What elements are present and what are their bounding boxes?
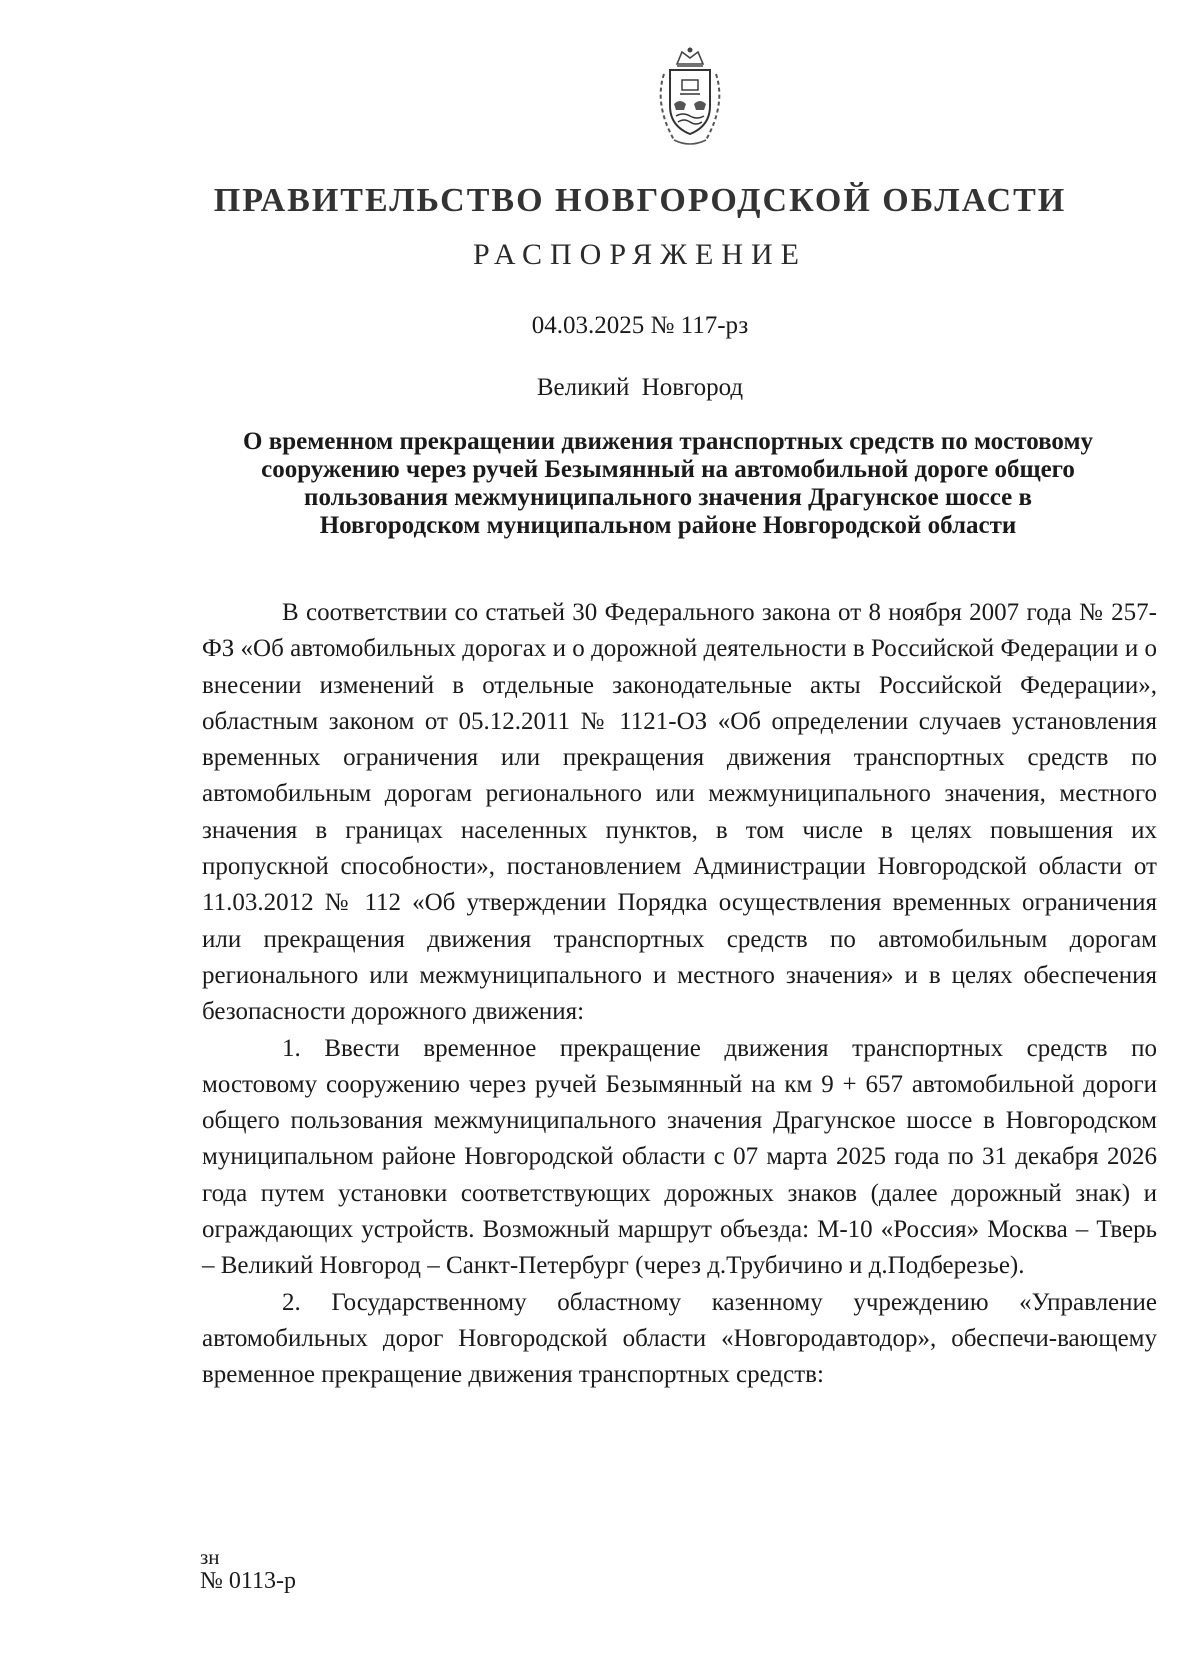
- clause-1-paragraph: 1. Ввести временное прекращение движения транспортных средств по мостовому сооружению через ручей Безымянный на км 9 + 657 автомобильной дороги общего пользования межмуниципального значения Драгунское шоссе в Новгородском муниципальном районе Новгородской области с 07 марта 2025 года по 31 декабря 2026 года путем установки соответствующих дорожных знаков (далее дорожный знак) и ограждающих устройств. Возможный маршрут объезда: М-10 «Россия» Москва – Тверь – Великий Новгород – Санкт-Петербург (через д.Трубичино и д.Подберезье).: [202, 1034, 1157, 1280]
- document-date-number: 04.03.2025 № 117-рз: [531, 312, 749, 339]
- footer-mark: зн: [200, 1545, 220, 1569]
- document-body: [202, 595, 1157, 1394]
- preamble-paragraph: В соответствии со статьей 30 Федерального закона от 8 ноября 2007 года № 257-ФЗ «Об автомобильных дорогах и о дорожной деятельности в Российской Федерации и о внесении изменений в отдельные законодательные акты Российской Федерации», областным законом от 05.12.2011 № 1121-ОЗ «Об определении случаев установления временных ограничения или прекращения движения транспортных средств по автомобильным дорогам регионального или межмуниципального значения, местного значения в границах населенных пунктов, в том числе в целях повышения их пропускной способности», постановлением Администрации Новгородской области от 11.03.2012 № 112 «Об утверждении Порядка осуществления временных ограничения или прекращения движения транспортных средств по автомобильным дорогам регионального или межмуниципального и местного значения» и в целях обеспечения безопасности дорожного движения:: [202, 599, 1157, 1026]
- government-title: ПРАВИТЕЛЬСТВО НОВГОРОДСКОЙ ОБЛАСТИ: [213, 182, 1067, 219]
- novgorod-coat-of-arms-icon: [644, 44, 736, 154]
- registration-number: № 0113-р: [200, 1568, 296, 1594]
- document-type: РАСПОРЯЖЕНИЕ: [472, 238, 808, 271]
- document-subject: О временном прекращении движения транспортных средств по мостовому сооружению через ручей Безымянный на автомобильной дороге общего пользования межмуниципального значения Драгунское шоссе в Новгородском муниципальном районе Новгородской области: [243, 428, 1093, 539]
- document-city: Великий Новгород: [536, 374, 744, 401]
- footer-registration: [200, 1545, 296, 1593]
- clause-2-paragraph: 2. Государственному областному казенному учреждению «Управление автомобильных дорог Новгородской области «Новгородавтодор», обеспечи-вающему временное прекращение движения транспортных средств:: [202, 1288, 1157, 1389]
